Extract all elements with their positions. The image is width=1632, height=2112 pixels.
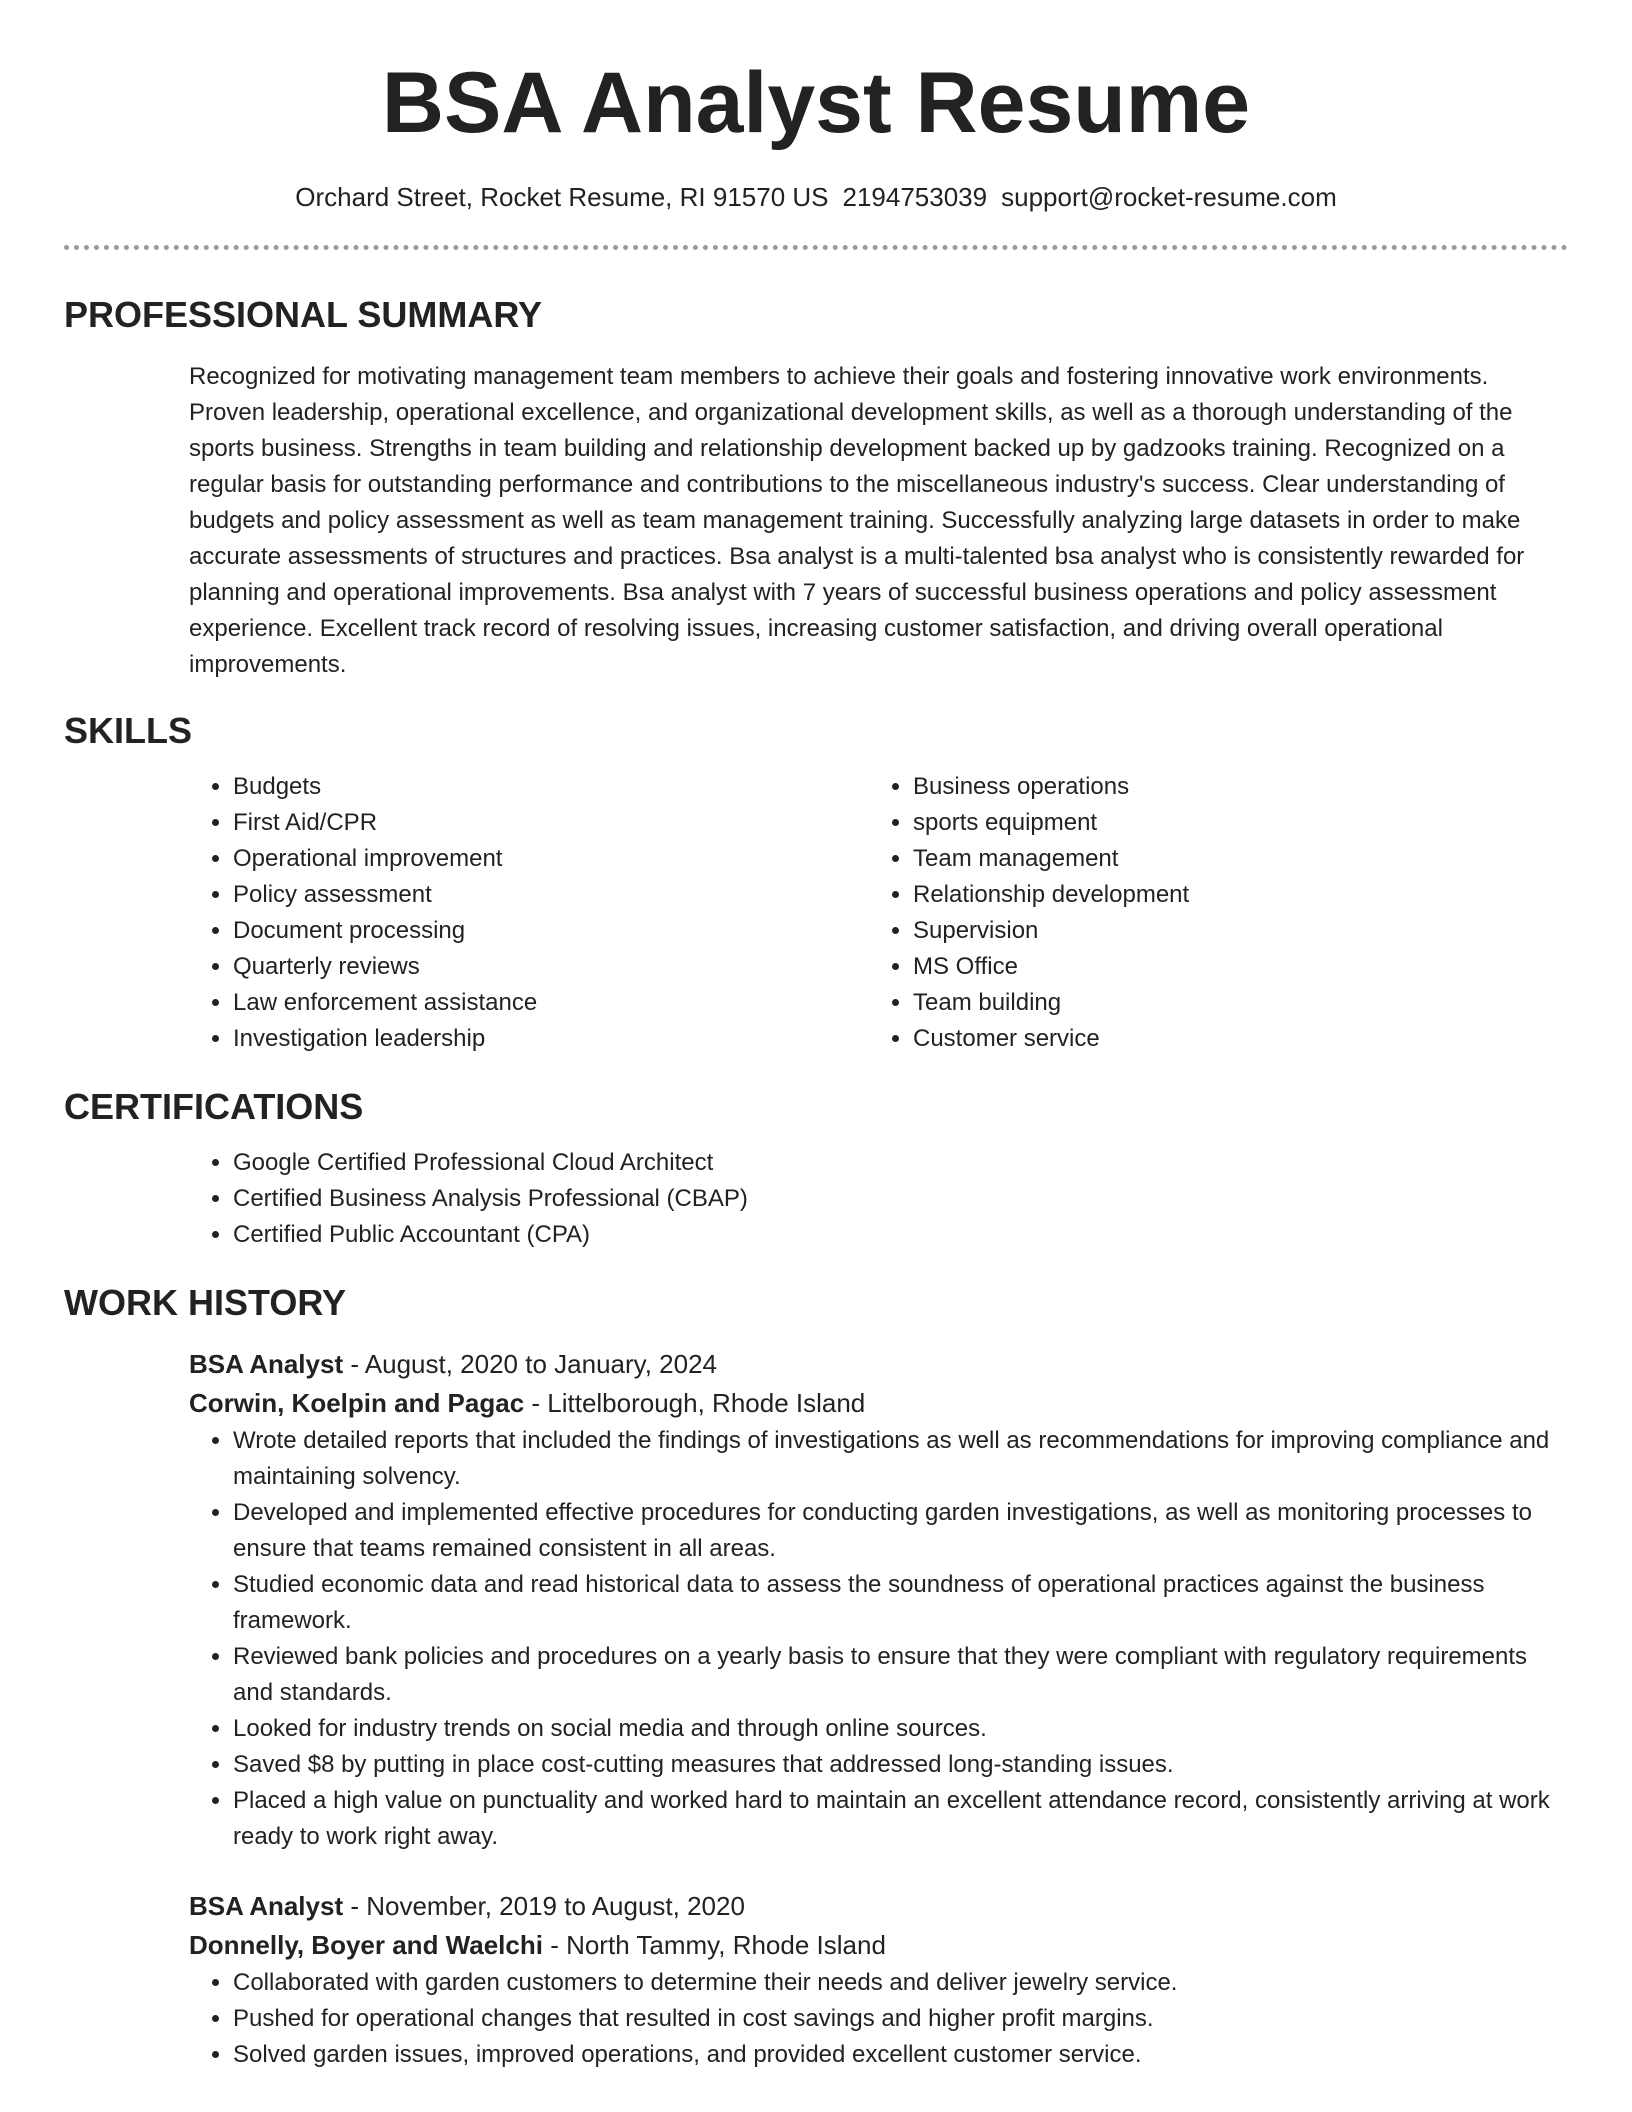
certification-item: • Google Certified Professional Cloud Architect xyxy=(233,1145,1568,1181)
skill-item: • Relationship development xyxy=(913,877,1549,913)
skill-item: • sports equipment xyxy=(913,805,1549,841)
contact-email: support@rocket-resume.com xyxy=(1001,182,1337,212)
job-company-line xyxy=(189,1926,1568,1965)
job-company: Donnelly, Boyer and Waelchi xyxy=(189,1930,543,1960)
header-divider xyxy=(64,245,1568,250)
job-duty-item: • Placed a high value on punctuality and worked hard to maintain an excellent attendance record, consistently arriving at work ready to work right away. xyxy=(233,1783,1568,1855)
skill-item: • Quarterly reviews xyxy=(233,949,869,985)
job-duty-item: • Developed and implemented effective procedures for conducting garden investigations, as well as monitoring processes to ensure that teams remained consistent in all areas. xyxy=(233,1495,1568,1567)
skills-column-right xyxy=(869,769,1549,1057)
skill-item: • Customer service xyxy=(913,1021,1549,1057)
skill-item: • Team management xyxy=(913,841,1549,877)
job-title: BSA Analyst xyxy=(189,1349,344,1379)
skills-heading: SKILLS xyxy=(64,710,193,751)
contact-line xyxy=(0,182,1632,212)
job-duty-item: • Studied economic data and read historical data to assess the soundness of operational practices against the business framework. xyxy=(233,1567,1568,1639)
job-duty-item: • Saved $8 by putting in place cost-cutting measures that addressed long-standing issues. xyxy=(233,1747,1568,1783)
job-location: - Littelborough, Rhode Island xyxy=(524,1388,866,1418)
certifications-heading: CERTIFICATIONS xyxy=(64,1086,364,1127)
skills-column-left xyxy=(189,769,869,1057)
job-duty-item: • Collaborated with garden customers to determine their needs and deliver jewelry service. xyxy=(233,1965,1568,2001)
skill-item: • Policy assessment xyxy=(233,877,869,913)
summary-text: Recognized for motivating management team members to achieve their goals and fostering innovative work environments. Proven leadership, operational excellence, and organizational development skills, as well as a thorough understanding of the sports business. Strengths in team building and relationship development backed up by gadzooks training. Recognized on a regular basis for outstanding performance and contributions to the miscellaneous industry's success. Clear understanding of budgets and policy assessment as well as team management training. Successfully analyzing large datasets in order to make accurate assessments of structures and practices. Bsa analyst is a multi-talented bsa analyst who is consistently rewarded for planning and operational improvements. Bsa analyst with 7 years of successful business operations and policy assessment experience. Excellent track record of resolving issues, increasing customer satisfaction, and driving overall operational improvements. xyxy=(189,363,1525,678)
job-title: BSA Analyst xyxy=(189,1891,344,1921)
job-duty-item: • Wrote detailed reports that included the findings of investigations as well as recommendations for improving compliance and maintaining solvency. xyxy=(233,1423,1568,1495)
skill-item: • Supervision xyxy=(913,913,1549,949)
certification-item: • Certified Business Analysis Professional (CBAP) xyxy=(233,1181,1568,1217)
skill-item: • Team building xyxy=(913,985,1549,1021)
skills-list-right xyxy=(869,769,1549,1057)
skill-item: • First Aid/CPR xyxy=(233,805,869,841)
job-title-line xyxy=(189,1887,1568,1926)
skills-grid xyxy=(189,769,1568,1057)
skill-item: • Operational improvement xyxy=(233,841,869,877)
job-dates: - November, 2019 to August, 2020 xyxy=(343,1891,745,1921)
job-entry xyxy=(189,1345,1568,1855)
job-duty-item: • Looked for industry trends on social media and through online sources. xyxy=(233,1711,1568,1747)
work-history-heading: WORK HISTORY xyxy=(64,1282,347,1323)
job-duties-list xyxy=(189,1965,1568,2073)
skills-list-left xyxy=(189,769,869,1057)
job-company: Corwin, Koelpin and Pagac xyxy=(189,1388,525,1418)
job-duties-list xyxy=(189,1423,1568,1855)
job-location: - North Tammy, Rhode Island xyxy=(542,1930,886,1960)
contact-address: Orchard Street, Rocket Resume, RI 91570 US xyxy=(295,182,829,212)
certifications-block xyxy=(189,1145,1568,1253)
job-duty-item: • Solved garden issues, improved operations, and provided excellent customer service. xyxy=(233,2037,1568,2073)
job-duty-item: • Reviewed bank policies and procedures on a yearly basis to ensure that they were compliant with regulatory requirements and standards. xyxy=(233,1639,1568,1711)
work-history-list xyxy=(189,1345,1568,2073)
skill-item: • MS Office xyxy=(913,949,1549,985)
skill-item: • Document processing xyxy=(233,913,869,949)
skill-item: • Law enforcement assistance xyxy=(233,985,869,1021)
job-entry xyxy=(189,1887,1568,2073)
skill-item: • Investigation leadership xyxy=(233,1021,869,1057)
job-duty-item: • Pushed for operational changes that resulted in cost savings and higher profit margins. xyxy=(233,2001,1568,2037)
job-company-line xyxy=(189,1384,1568,1423)
certification-item: • Certified Public Accountant (CPA) xyxy=(233,1217,1568,1253)
skill-item: • Budgets xyxy=(233,769,869,805)
certifications-list xyxy=(189,1145,1568,1253)
summary-heading: PROFESSIONAL SUMMARY xyxy=(64,294,543,335)
job-dates: - August, 2020 to January, 2024 xyxy=(343,1349,717,1379)
contact-phone: 2194753039 xyxy=(842,182,988,212)
skill-item: • Business operations xyxy=(913,769,1549,805)
job-title-line xyxy=(189,1345,1568,1384)
page-title: BSA Analyst Resume xyxy=(381,55,1251,151)
